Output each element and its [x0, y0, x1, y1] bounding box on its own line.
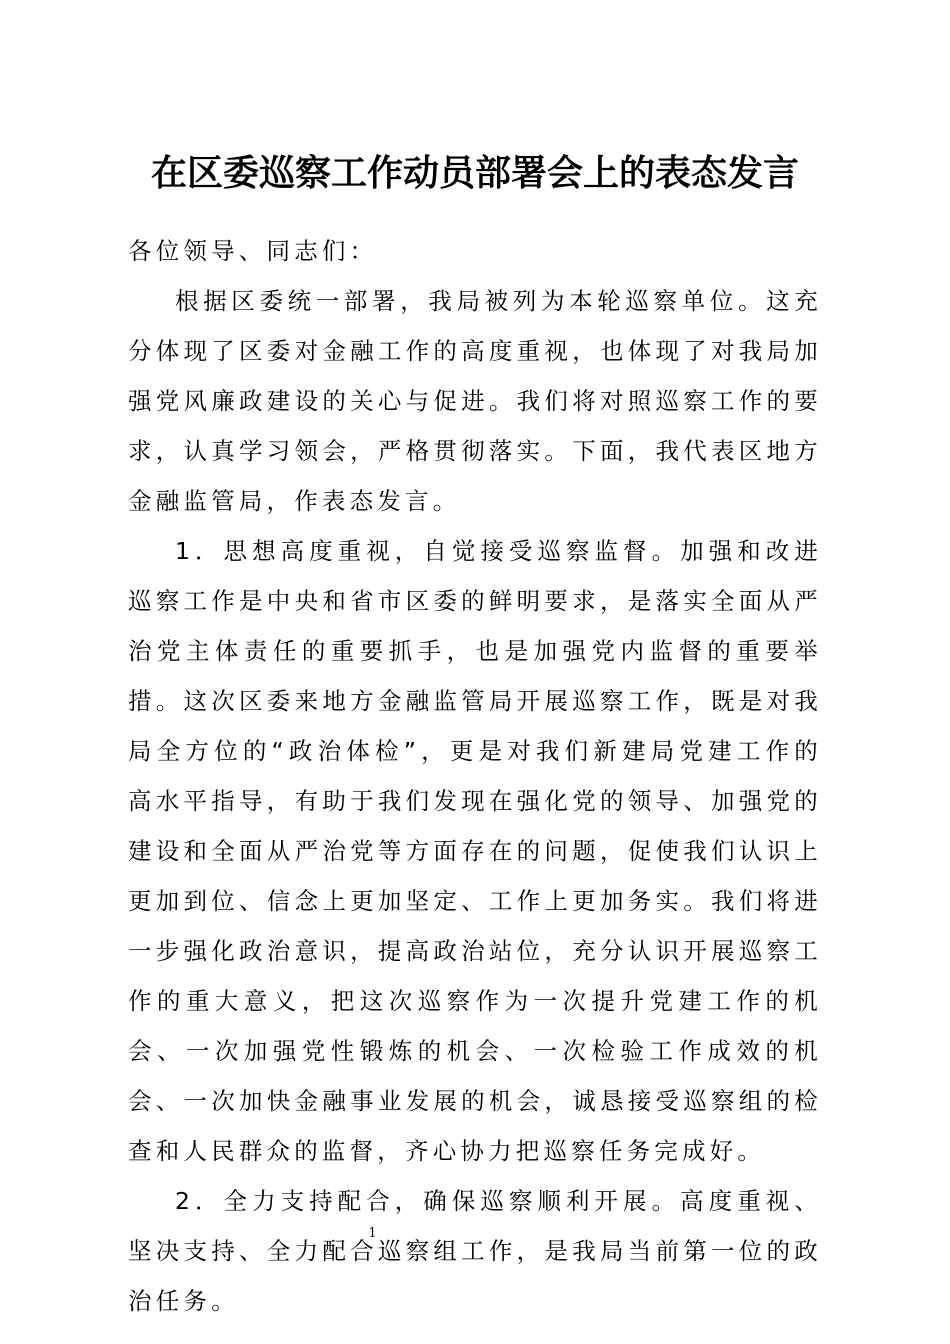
salutation: 各位领导、同志们：: [128, 237, 378, 265]
paragraph-intro: 根据区委统一部署，我局被列为本轮巡察单位。这充分体现了区委对金融工作的高度重视，也体现了对我局加强党风廉政建设的关心与促进。我们将对照巡察工作的要求，认真学习领会，严格贯彻落实。下面，我代表区地方金融监管局，作表态发言。: [128, 287, 822, 515]
page-number: 1: [368, 1226, 377, 1241]
paragraph-point-2: 2．全力支持配合，确保巡察顺利开展。高度重视、坚决支持、全力配合巡察组工作，是我局当前第一位的政治任务。: [128, 1187, 822, 1315]
paragraph-point-1: 1．思想高度重视，自觉接受巡察监督。加强和改进巡察工作是中央和省市区委的鲜明要求，是落实全面从严治党主体责任的重要抓手，也是加强党内监督的重要举措。这次区委来地方金融监管局开展巡察工作，既是对我局全方位的“政治体检”，更是对我们新建局党建工作的高水平指导，有助于我们发现在强化党的领导、加强党的建设和全面从严治党等方面存在的问题，促使我们认识上更加到位、信念上更加坚定、工作上更加务实。我们将进一步强化政治意识，提高政治站位，充分认识开展巡察工作的重大意义，把这次巡察作为一次提升党建工作的机会、一次加强党性锻炼的机会、一次检验工作成效的机会、一次加快金融事业发展的机会，诚恳接受巡察组的检查和人民群众的监督，齐心协力把巡察任务完成好。: [128, 537, 822, 1165]
document-title: 在区委巡察工作动员部署会上的表态发言: [150, 152, 799, 194]
document-body: [128, 226, 822, 1326]
